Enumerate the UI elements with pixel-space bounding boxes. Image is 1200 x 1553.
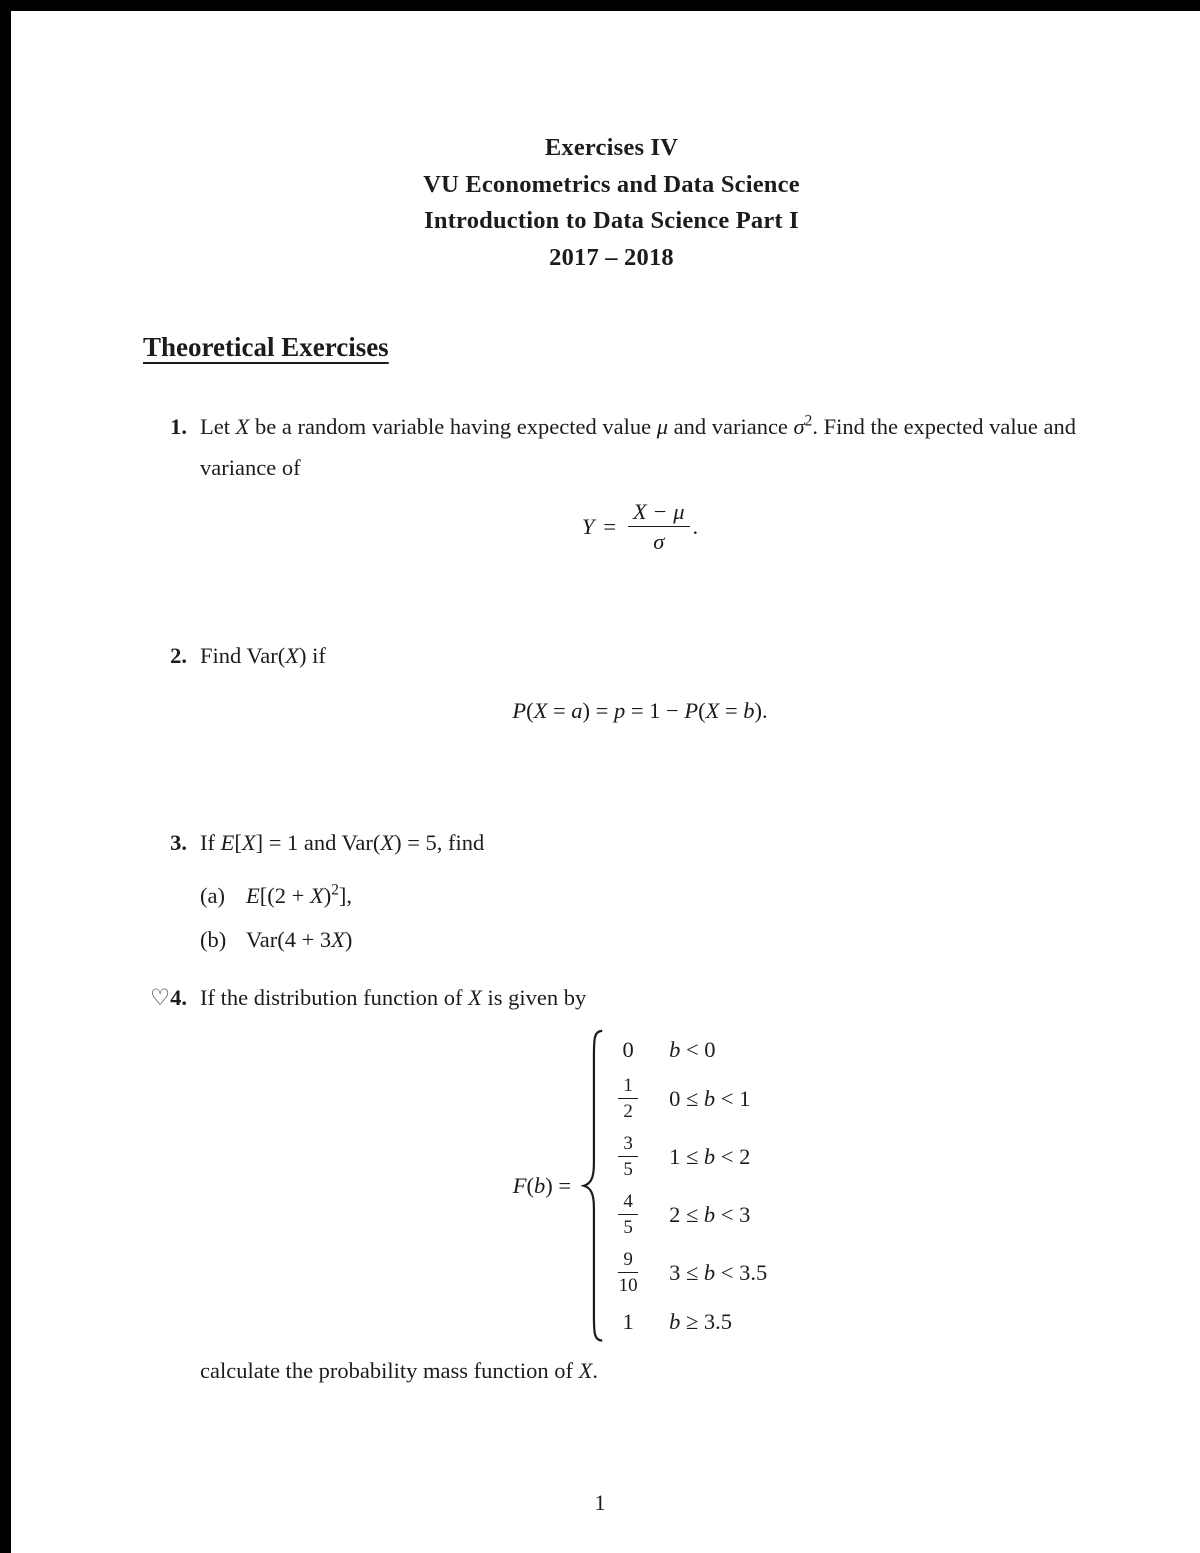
- exercise-1: [143, 406, 1080, 555]
- piecewise-row-6: [605, 1308, 767, 1336]
- fraction: [618, 1076, 638, 1122]
- exercise-2-row: [143, 635, 1080, 724]
- subitem-b: [200, 925, 1080, 955]
- piecewise-definition: [200, 1028, 1080, 1344]
- section-heading: Theoretical Exercises: [143, 332, 389, 362]
- piecewise-condition: b ≥ 3.5: [669, 1308, 733, 1334]
- exercise-1-row: [143, 406, 1080, 555]
- subitem-a-formula: $E[(2 + X)^2]$,: [246, 881, 352, 909]
- formula-y-standardized: [200, 499, 1080, 555]
- piecewise-condition: 1 ≤ b < 2: [669, 1144, 751, 1170]
- doc-title-line-2: VU Econometrics and Data Science: [423, 170, 800, 198]
- fraction-x-minus-mu-over-sigma: [628, 500, 689, 553]
- exercise-1-text: Let X be a random variable having expected value μ and variance $\sigma^2$. Find the expected value and variance of: [200, 412, 1076, 480]
- piecewise-row-2: [605, 1076, 767, 1122]
- exercise-2: [143, 635, 1080, 724]
- fraction-numerator: 3: [618, 1134, 638, 1157]
- piecewise-condition: 0 ≤ b < 1: [669, 1086, 751, 1112]
- exercise-1-body: [200, 406, 1080, 555]
- piecewise-condition: 3 ≤ b < 3.5: [669, 1259, 768, 1285]
- exercise-4-number: ♡4.: [149, 985, 187, 1011]
- left-curly-brace: [581, 1028, 605, 1344]
- piecewise-row-1: [605, 1036, 767, 1064]
- piecewise-row-4: [605, 1192, 767, 1238]
- exercise-1-number: 1.: [170, 414, 187, 439]
- page-border-left: [0, 0, 11, 1553]
- exercise-4: [143, 977, 1080, 1391]
- fraction-denominator: σ: [653, 528, 665, 554]
- fraction-numerator: 9: [618, 1250, 638, 1273]
- fraction-numerator: 1: [618, 1076, 638, 1099]
- fraction-denominator: 5: [623, 1216, 633, 1238]
- document-header: [143, 130, 1080, 276]
- doc-title-line-1: Exercises IV: [544, 134, 679, 161]
- exercise-3: [143, 822, 1080, 955]
- formula-two-point-distribution: P(X = a) = p = 1 − P(X = b).: [512, 698, 768, 724]
- exercise-3-body: [200, 822, 1080, 955]
- exercise-4-row: [143, 977, 1080, 1344]
- exercise-2-body: [200, 635, 1080, 724]
- fraction: [618, 1134, 638, 1180]
- exercise-2-text: Find Var(X) if: [200, 643, 326, 669]
- exercise-4-post-text: calculate the probability mass function of X.: [200, 1357, 599, 1383]
- exercise-4-body: [200, 977, 1080, 1344]
- piecewise-value: [605, 1309, 651, 1335]
- equals-sign: =: [603, 513, 617, 539]
- exercise-4-text: If the distribution function of X is given by: [200, 985, 587, 1011]
- subitem-a-label: (a): [200, 883, 225, 909]
- piecewise-value: [605, 1250, 651, 1296]
- doc-title-line-3: Introduction to Data Science Part I: [424, 207, 799, 234]
- value-text: 0: [622, 1037, 634, 1063]
- fraction-numerator: X − μ: [628, 500, 689, 527]
- piecewise-value: [605, 1076, 651, 1122]
- exercise-3-text: If E[X] = 1 and Var(X) = 5, find: [200, 830, 485, 856]
- exercise-2-number: 2.: [170, 643, 187, 669]
- fraction-denominator: 2: [623, 1101, 633, 1123]
- formula-lhs: Y: [581, 513, 595, 539]
- piecewise-row-5: [605, 1250, 767, 1296]
- subitem-a: [200, 881, 1080, 911]
- piecewise-value: [605, 1134, 651, 1180]
- formula-period: .: [692, 513, 699, 539]
- piecewise-row-3: [605, 1134, 767, 1180]
- subitem-b-label: (b): [200, 927, 227, 953]
- fraction: [618, 1192, 638, 1238]
- subitem-b-formula: Var(4 + 3X): [246, 927, 353, 953]
- fraction-numerator: 4: [618, 1192, 638, 1215]
- fraction: [618, 1250, 638, 1296]
- piecewise-lhs: F(b) =: [512, 1173, 572, 1198]
- value-text: 1: [622, 1308, 634, 1334]
- doc-title-line-4: 2017 – 2018: [549, 243, 674, 271]
- exercise-3-number: 3.: [170, 830, 187, 856]
- page-number: 1: [594, 1490, 606, 1515]
- piecewise-rows: [605, 1028, 767, 1344]
- exercise-3-row: [143, 822, 1080, 955]
- exercise-3-subitems: [200, 881, 1080, 955]
- fraction-denominator: 5: [623, 1159, 633, 1181]
- piecewise-value: [605, 1192, 651, 1238]
- fraction-denominator: 10: [618, 1274, 638, 1296]
- piecewise-value: [605, 1037, 651, 1063]
- piecewise-condition: 2 ≤ b < 3: [669, 1201, 751, 1227]
- page-border-top: [0, 0, 1200, 11]
- piecewise-condition: b < 0: [669, 1037, 716, 1063]
